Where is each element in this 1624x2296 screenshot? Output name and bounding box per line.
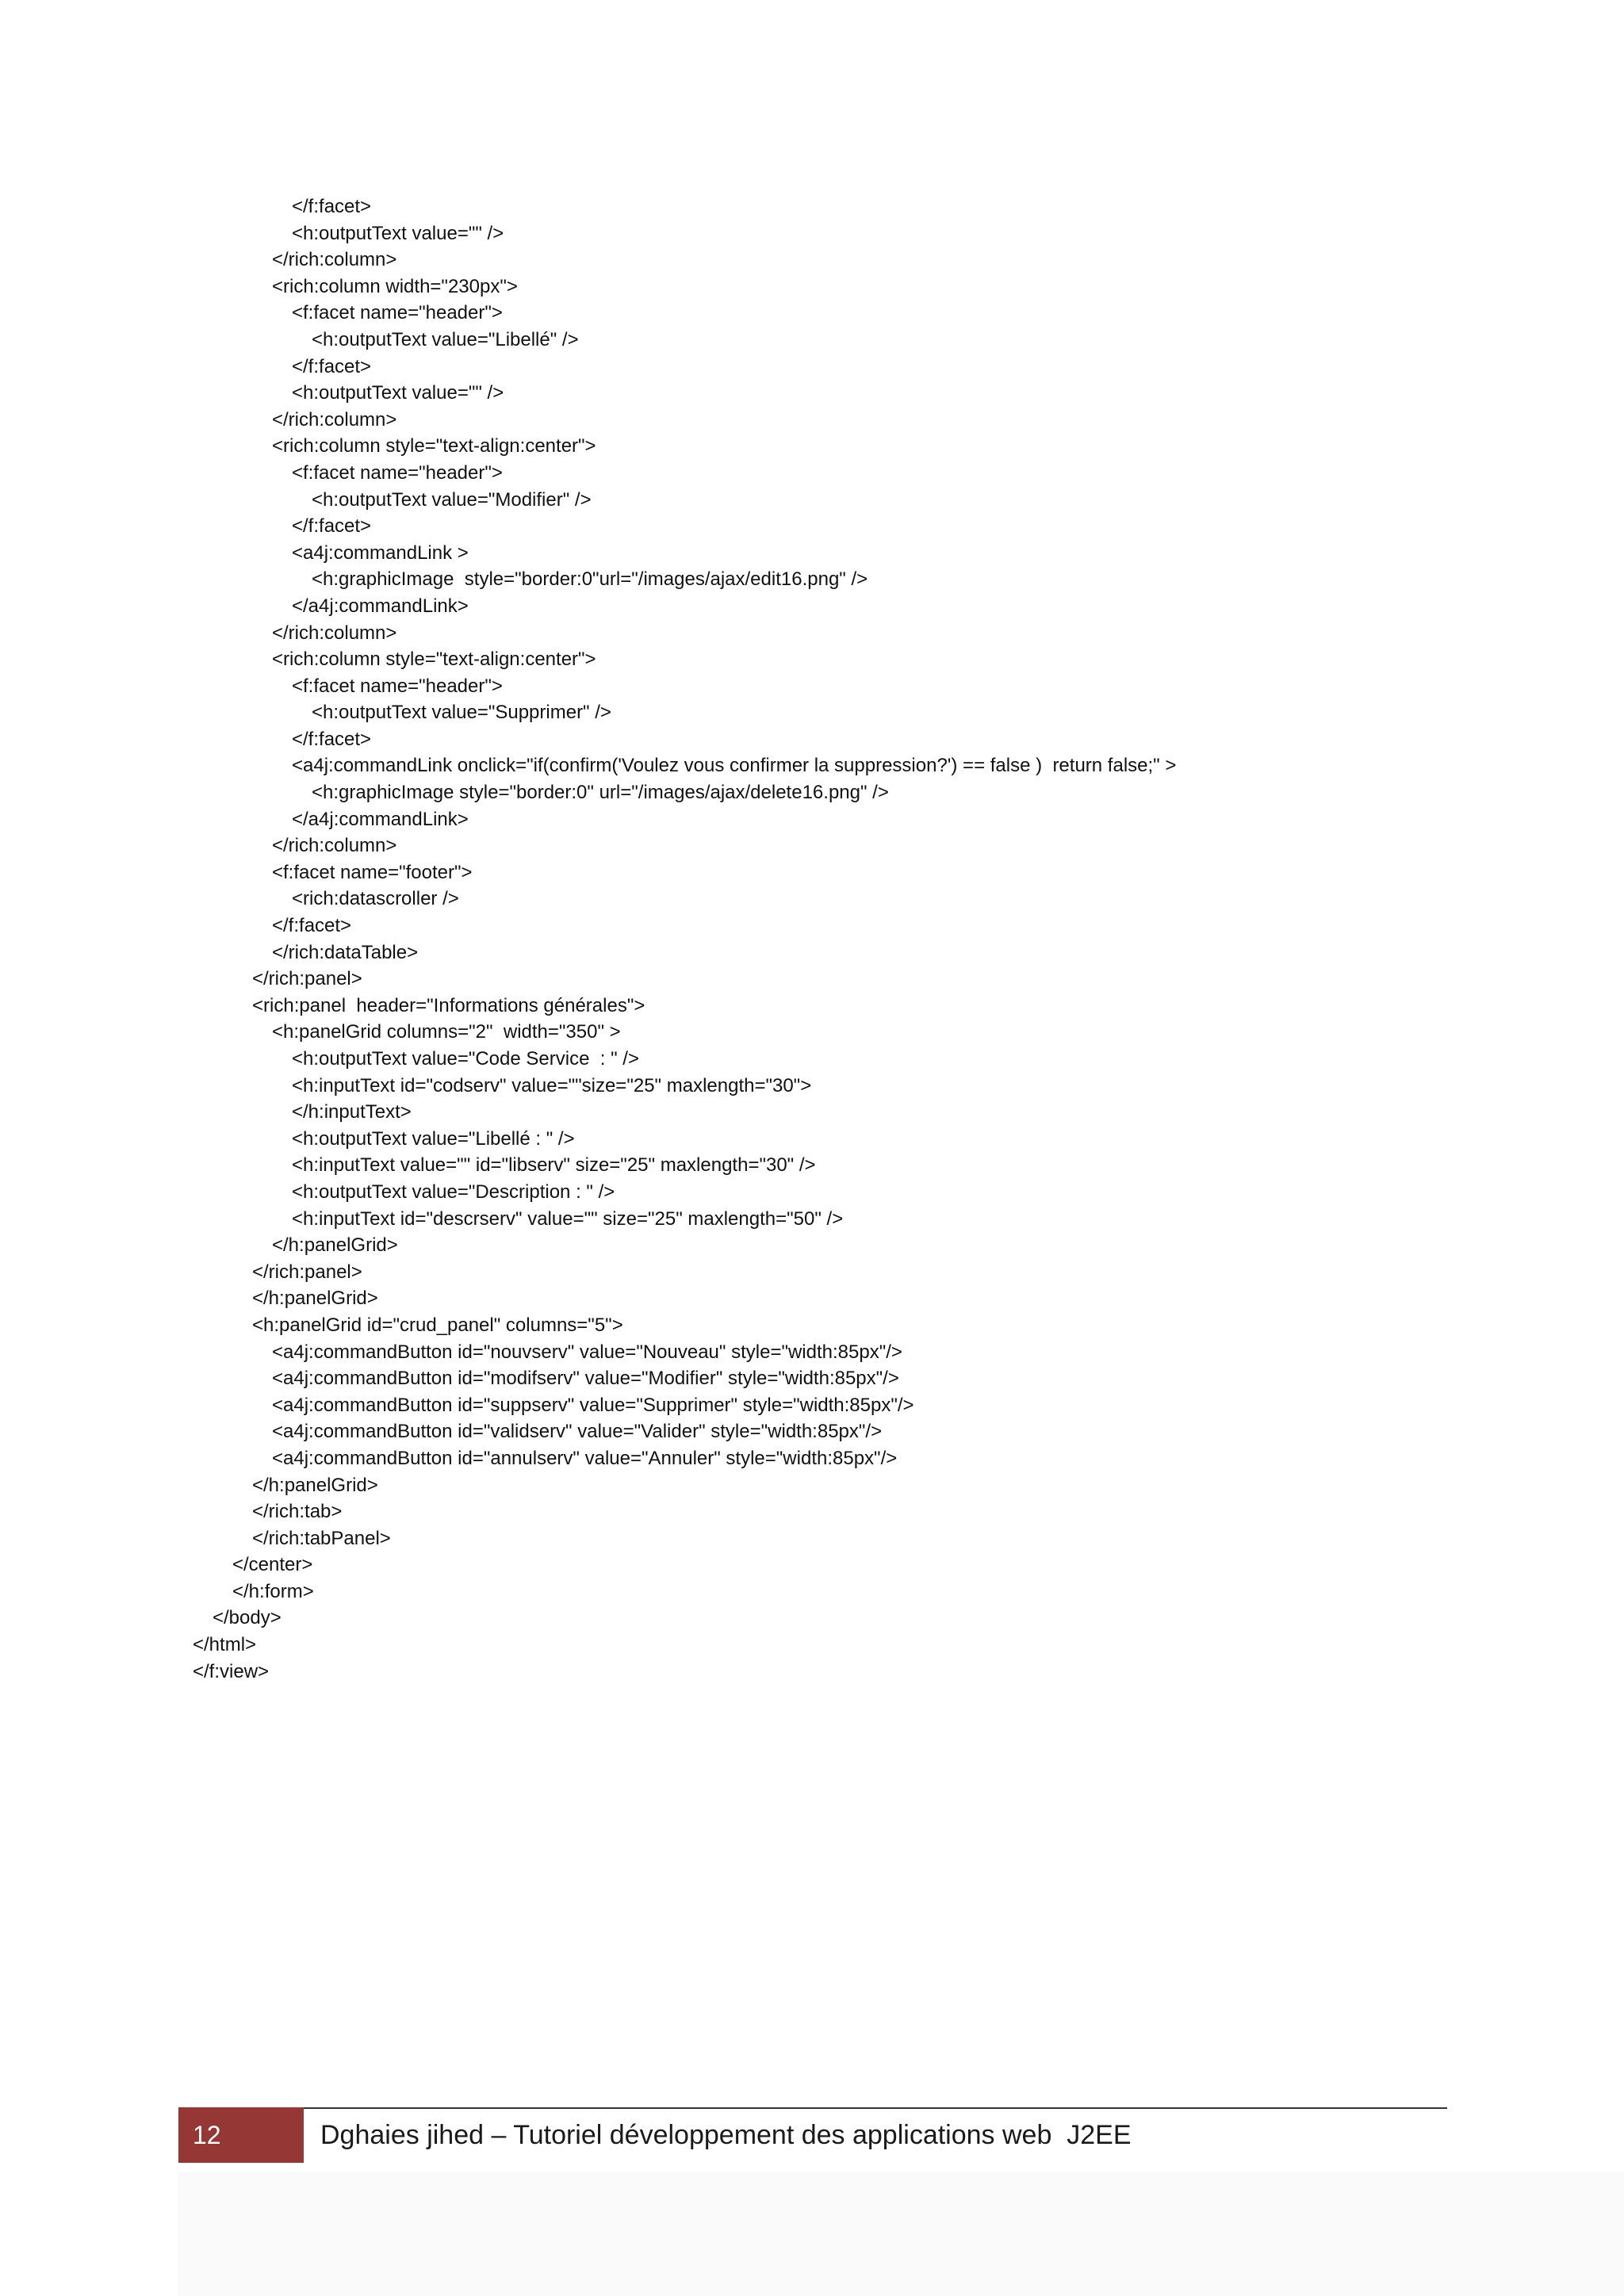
code-line: </f:facet>	[272, 915, 352, 937]
code-line: <h:panelGrid id="crud_panel" columns="5">	[252, 1314, 623, 1336]
code-line: </rich:column>	[272, 835, 397, 857]
code-line: <h:inputText value="" id="libserv" size="25" maxlength="30" />	[292, 1154, 816, 1177]
code-line: <rich:datascroller />	[292, 888, 459, 910]
code-line: </f:facet>	[292, 196, 372, 217]
code-line: <h:graphicImage style="border:0"url="/images/ajax/edit16.png" />	[312, 568, 868, 591]
code-line: </rich:tabPanel>	[252, 1527, 391, 1549]
code-line: </a4j:commandLink>	[292, 595, 469, 617]
code-line: </rich:dataTable>	[272, 941, 419, 963]
code-line: <h:inputText id="descrserv" value="" size="25" maxlength="50" />	[292, 1207, 844, 1230]
code-line: <h:inputText id="codserv" value=""size="25" maxlength="30">	[292, 1074, 812, 1096]
code-line: <f:facet name="header">	[292, 461, 503, 484]
code-line: </rich:panel>	[252, 968, 362, 990]
code-line: <h:outputText value="Description : " />	[292, 1181, 615, 1203]
code-line: <a4j:commandLink onclick="if(confirm('Voulez vous confirmer la suppression?') == false ) return false;" >	[292, 755, 1177, 777]
code-line: <rich:column width="230px">	[272, 275, 518, 297]
code-line: <rich:column style="text-align:center">	[272, 435, 596, 457]
code-line: <h:outputText value="Libellé : " />	[292, 1127, 575, 1150]
code-line: <a4j:commandLink >	[292, 541, 469, 564]
code-line: <h:outputText value="" />	[292, 222, 504, 244]
code-line: <rich:panel header="Informations générales">	[252, 994, 645, 1016]
code-line: <h:outputText value="Supprimer" />	[312, 702, 611, 724]
code-line: </h:panelGrid>	[252, 1288, 378, 1310]
code-line: </body>	[213, 1607, 282, 1629]
code-line: <h:graphicImage style="border:0" url="/images/ajax/delete16.png" />	[312, 782, 889, 804]
code-line: <h:panelGrid columns="2" width="350" >	[272, 1021, 621, 1043]
page-bottom-shade	[178, 2172, 1624, 2296]
code-line: <a4j:commandButton id="suppserv" value="Supprimer" style="width:85px"/>	[272, 1394, 914, 1416]
footer-title: Dghaies jihed – Tutoriel développement des applications web J2EE	[320, 2120, 1132, 2150]
code-line: </f:view>	[193, 1660, 270, 1682]
code-line: <rich:column style="text-align:center">	[272, 649, 596, 671]
code-listing	[193, 193, 1176, 1685]
code-line: </a4j:commandLink>	[292, 808, 469, 830]
code-line: </rich:tab>	[252, 1501, 343, 1523]
code-line: </center>	[232, 1554, 313, 1576]
code-line: </rich:panel>	[252, 1261, 362, 1283]
code-line: <a4j:commandButton id="nouvserv" value="Nouveau" style="width:85px"/>	[272, 1341, 902, 1363]
code-line: <a4j:commandButton id="annulserv" value="Annuler" style="width:85px"/>	[272, 1447, 898, 1469]
code-line: </f:facet>	[292, 728, 372, 750]
code-line: <h:outputText value="Modifier" />	[312, 488, 592, 511]
code-line: </f:facet>	[292, 515, 372, 538]
code-line: <h:outputText value="Libellé" />	[312, 328, 579, 350]
code-line: <f:facet name="footer">	[272, 861, 473, 883]
code-line: </h:panelGrid>	[272, 1234, 398, 1257]
code-line: <f:facet name="header">	[292, 675, 503, 697]
code-line: </f:facet>	[292, 355, 372, 377]
code-line: <f:facet name="header">	[292, 302, 503, 324]
code-line: </rich:column>	[272, 408, 397, 430]
code-line: <h:outputText value="" />	[292, 382, 504, 404]
code-line: </h:inputText>	[292, 1101, 412, 1123]
code-line: </rich:column>	[272, 249, 397, 271]
code-line: </rich:column>	[272, 622, 397, 644]
code-line: <a4j:commandButton id="validserv" value="Valider" style="width:85px"/>	[272, 1421, 883, 1443]
code-line: </html>	[193, 1634, 257, 1656]
code-line: </h:panelGrid>	[252, 1474, 378, 1496]
code-line: </h:form>	[232, 1580, 314, 1602]
code-line: <h:outputText value="Code Service : " />	[292, 1048, 639, 1070]
page-number: 12	[178, 2107, 304, 2163]
code-line: <a4j:commandButton id="modifserv" value="Modifier" style="width:85px"/>	[272, 1368, 899, 1390]
